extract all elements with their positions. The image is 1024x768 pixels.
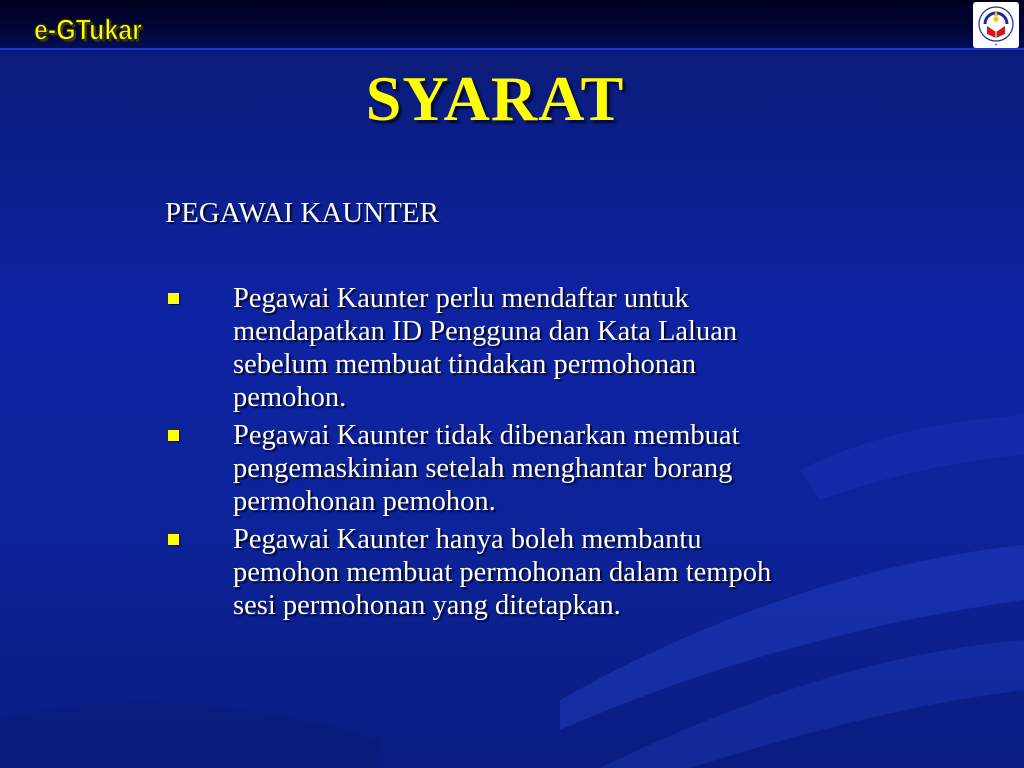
list-item: [165, 419, 805, 518]
svg-text:✦: ✦: [994, 42, 998, 47]
header-band: [0, 0, 1024, 50]
square-bullet-icon: [168, 293, 179, 304]
list-item: [165, 523, 805, 622]
requirements-list: [165, 282, 805, 627]
square-bullet-icon: [168, 534, 179, 545]
list-item: [165, 282, 805, 414]
square-bullet-icon: [168, 430, 179, 441]
list-item-text: Pegawai Kaunter hanya boleh membantu pemohon membuat permohonan dalam tempoh sesi permohonan yang ditetapkan.: [233, 524, 772, 621]
list-item-text: Pegawai Kaunter perlu mendaftar untuk mendapatkan ID Pengguna dan Kata Laluan sebelum membuat tindakan permohonan pemohon.: [233, 283, 738, 413]
list-item-text: Pegawai Kaunter tidak dibenarkan membuat pengemaskinian setelah menghantar borang permohonan pemohon.: [233, 420, 740, 517]
ministry-emblem-icon: [973, 2, 1019, 48]
slide-title: SYARAT: [365, 63, 625, 134]
brand-logo-text: e-GTukar: [34, 14, 142, 47]
section-subheading: PEGAWAI KAUNTER: [165, 197, 439, 229]
